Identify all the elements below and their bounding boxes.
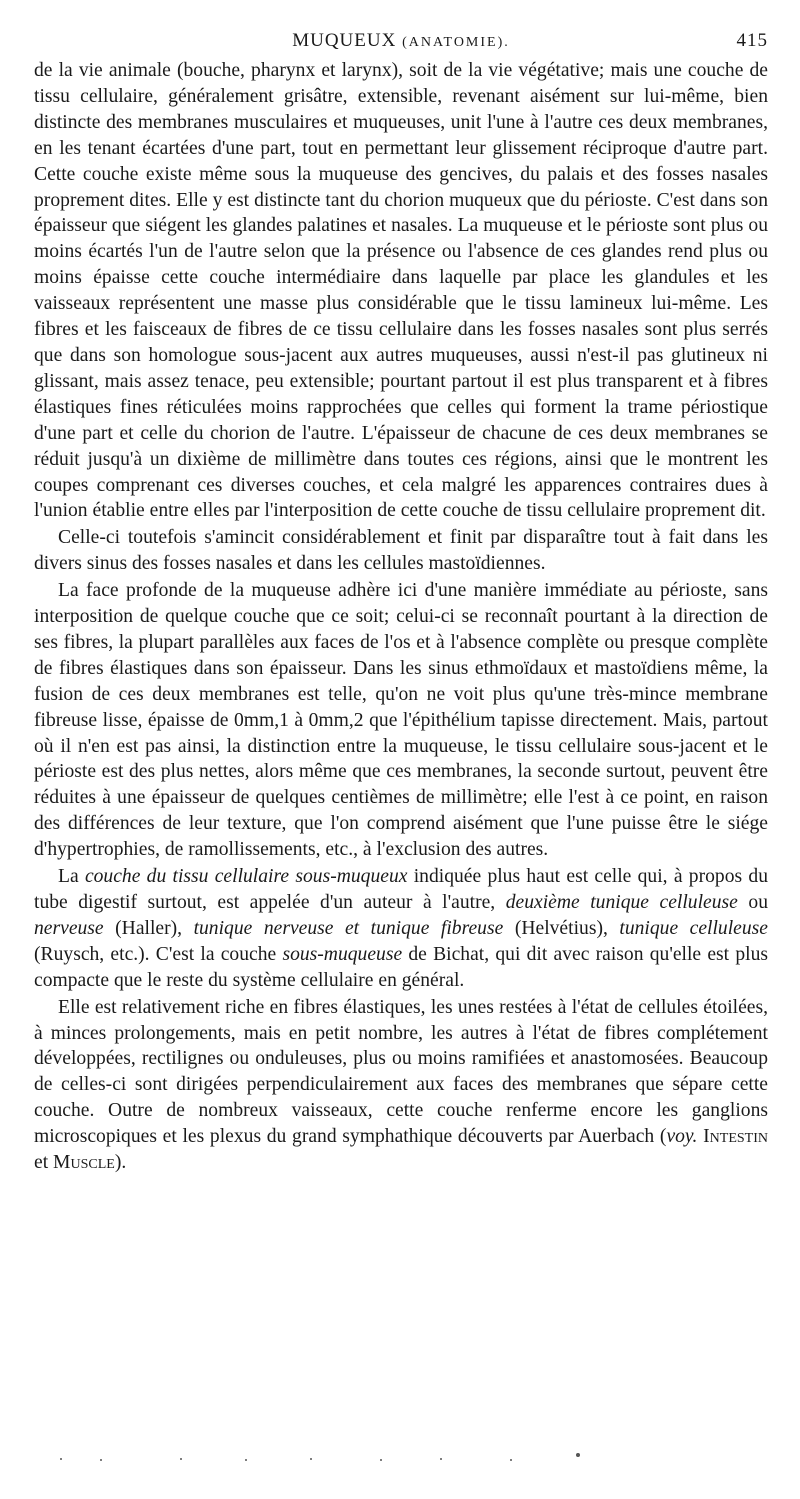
paragraph [34, 525, 768, 577]
cross-reference: Intestin [703, 1126, 768, 1148]
paragraph-text: ). [114, 1152, 127, 1174]
italic-term: tunique nerveuse et tunique fibreuse [193, 917, 504, 939]
italic-term: voy. [666, 1126, 698, 1148]
italic-term: nerveuse [34, 917, 104, 939]
paragraph-text: ou [737, 892, 768, 913]
paragraph-text: indiquée plus haut est celle qui, à propos du tube digestif surtout, est appelée d'un auteur à l'autre, [34, 866, 768, 913]
paragraph-text: de la vie animale (bouche, pharynx et larynx), soit de la vie végétative; mais une couche de tissu cellulaire, généralement grisâtre, extensible, revenant aisément sur lui-même, bien distincte des membranes musculaires et muqueuses, unit l'une à l'autre ces deux membranes, en les tenant écartées d'une part, tout en permettant leur glissement réciproque d'autre part. Cette couche existe même sous la muqueuse des gencives, du palais et des fosses nasales proprement dites. Elle y est distincte tant du chorion muqueux que du périoste. C'est dans son épaisseur que siégent les glandes palatines et nasales. La muqueuse et le périoste sont plus ou moins écartés l'un de l'autre selon que la présence ou l'absence de ces glandes rend plus ou moins épaisse cette couche intermédiaire dans laquelle par place les glandules et les vaisseaux représentent une masse plus considérable que le tissu lamineux lui-même. Les fibres et les faisceaux de fibres de ce tissu cellulaire dans les fosses nasales sont plus serrés que dans son homologue sous-jacent aux autres muqueuses, aussi n'est-il pas glutineux ni glissant, mais assez tenace, peu extensible; pourtant partout il est plus transparent et à fibres élastiques fines réticulées moins rapprochées que celles qui forment la trame périostique d'une part et celle du chorion de l'autre. L'épaisseur de chacune de ces deux membranes se réduit jusqu'à un dixième de millimètre dans toutes ces régions, ainsi que le montrent les coupes comprenant ces diverses couches, et cela malgré les apparences contraires dues à l'union établie entre elles par l'interposition de cette couche de tissu cellulaire proprement dit. [34, 60, 768, 522]
book-page [34, 26, 768, 1176]
running-title [34, 30, 768, 52]
paragraph-text: et [34, 1152, 54, 1174]
italic-term: deuxième tunique celluleuse [505, 892, 738, 913]
paragraph-text: Celle-ci toutefois s'amincit considérablement et finit par disparaître tout à fait dans les divers sinus des fosses nasales et dans les cellules mastoïdiennes. [34, 527, 768, 575]
body-text [34, 58, 768, 1176]
paragraph-text: de Bichat, qui dit avec raison qu'elle est plus compacte que le reste du système cellulaire en général. [34, 943, 768, 991]
italic-term: tunique celluleuse [619, 917, 768, 939]
cross-reference: Muscle [53, 1152, 115, 1174]
paragraph-text: (Ruysch, etc.). C'est la couche [34, 943, 283, 965]
paragraph-text: Elle est relativement riche en fibres élastiques, les unes restées à l'état de cellules étoilées, à minces prolongements, mais en petit nombre, les autres à l'état de fibres complétement développées, rectilignes ou onduleuses, plus ou moins ramifiées et anastomosées. Beaucoup de celles-ci sont dirigées perpendiculairement aux faces des membranes que sépare cette couche. Outre de nombreux vaisseaux, cette couche renferme encore les ganglions microscopiques et les plexus du grand symphathique découverts par Auerbach ( [34, 996, 768, 1148]
paragraph [34, 864, 768, 994]
running-title-main: MUQUEUX [292, 30, 397, 51]
page-number: 415 [736, 30, 768, 51]
paragraph-text: La face profonde de la muqueuse adhère ici d'une manière immédiate au périoste, sans interposition de quelque couche que ce soit; celui-ci se reconnaît pourtant à la direction de ses fibres, la plupart parallèles aux faces de l'os et à l'absence complète ou presque complète de fibres élastiques dans son épaisseur. Dans les sinus ethmoïdaux et mastoïdiens même, la fusion de ces deux membranes est telle, qu'on ne voit plus qu'une très-mince membrane fibreuse lisse, épaisse de 0mm,1 à 0mm,2 que l'épithélium tapisse directement. Mais, partout où il n'en est pas ainsi, la distinction entre la muqueuse, le tissu cellulaire sous-jacent et le périoste est des plus nettes, alors même que ces membranes, la seconde surtout, peuvent être réduites à une épaisseur de quelques centièmes de millimètre; elle l'est à ce point, en raison des différences de leur texture, que l'on comprend aisément que l'une puisse être le siége d'hypertrophies, de ramollissements, etc., à l'exclusion des autres. [34, 580, 768, 861]
paragraph-text: (Haller), [103, 917, 194, 939]
paragraph [34, 995, 768, 1176]
paragraph-text: (Helvétius), [503, 917, 620, 939]
italic-term: sous-muqueuse [282, 943, 403, 965]
italic-term: couche du tissu cellulaire sous-muqueux [84, 866, 408, 888]
running-head [34, 26, 768, 58]
paragraph-text: La [58, 866, 85, 888]
running-title-paren: (ANATOMIE). [402, 35, 510, 50]
paragraph [34, 578, 768, 863]
paragraph [34, 58, 768, 524]
bottom-print-specks [60, 1452, 620, 1466]
